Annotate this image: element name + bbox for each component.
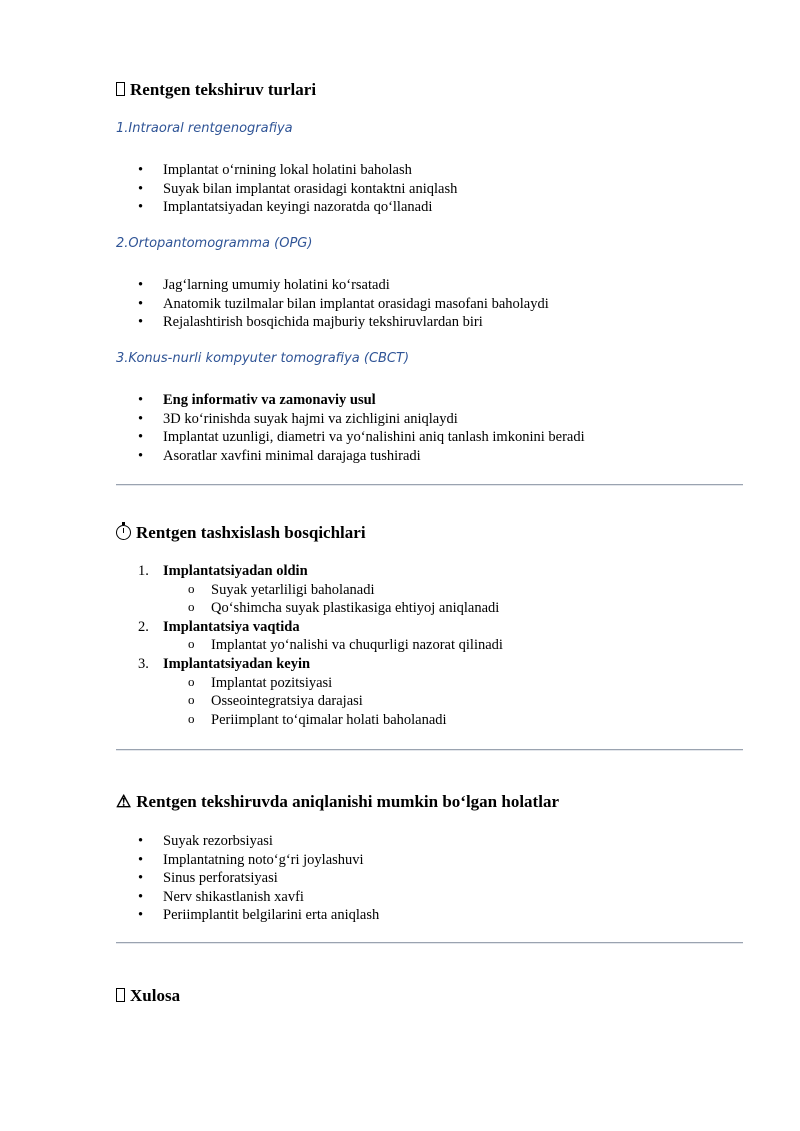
list-item: • Jagʻlarning umumiy holatini koʻrsatadi xyxy=(138,276,549,295)
horizontal-rule xyxy=(116,749,743,751)
horizontal-rule xyxy=(116,484,743,486)
list-item: • Implantatning notoʻgʻri joylashuvi xyxy=(138,851,379,870)
sub-list xyxy=(163,636,503,655)
section-heading-findings: ⚠ Rentgen tekshiruvda aniqlanishi mumkin boʻlgan holatlar xyxy=(116,792,559,811)
missing-glyph-icon xyxy=(116,986,125,1006)
list-item: o Osseointegratsiya darajasi xyxy=(163,692,503,711)
bullet-list-cbct xyxy=(138,391,585,465)
list-item: • Suyak rezorbsiyasi xyxy=(138,832,379,851)
list-item: • Asoratlar xavfini minimal darajaga tushiradi xyxy=(138,447,585,466)
list-item: • Nerv shikastlanish xavfi xyxy=(138,888,379,907)
stages-list xyxy=(138,562,503,729)
bullet-list-intraoral xyxy=(138,161,457,217)
section-heading-stages: Rentgen tashxislash bosqichlari xyxy=(116,523,366,543)
list-item: • Implantat uzunligi, diametri va yoʻnalishini aniq tanlash imkonini beradi xyxy=(138,428,585,447)
list-item: • Suyak bilan implantat orasidagi kontaktni aniqlash xyxy=(138,180,457,199)
list-item: o Implantat pozitsiyasi xyxy=(163,674,503,693)
section-heading-types: Rentgen tekshiruv turlari xyxy=(116,80,316,100)
list-item: 3. Implantatsiyadan keyin o Implantat pozitsiyasi o Osseointegratsiya darajasi o Periimplant toʻqimalar holati baholanadi xyxy=(138,655,503,729)
list-item: • Periimplantit belgilarini erta aniqlash xyxy=(138,906,379,925)
sub-list xyxy=(163,581,503,618)
list-item: o Implantat yoʻnalishi va chuqurligi nazorat qilinadi xyxy=(163,636,503,655)
list-item: • Sinus perforatsiyasi xyxy=(138,869,379,888)
warning-icon: ⚠ xyxy=(116,792,132,811)
bullet-list-findings xyxy=(138,832,379,925)
list-item: • Rejalashtirish bosqichida majburiy tekshiruvlardan biri xyxy=(138,313,549,332)
section-heading-conclusion: Xulosa xyxy=(116,986,180,1006)
list-item: • Eng informativ va zamonaviy usul xyxy=(138,391,585,410)
list-item: • Implantat oʻrnining lokal holatini baholash xyxy=(138,161,457,180)
subheading-intraoral: 1.Intraoral rentgenografiya xyxy=(116,121,293,136)
sub-list xyxy=(163,674,503,730)
list-item: • Implantatsiyadan keyingi nazoratda qoʻllanadi xyxy=(138,198,457,217)
list-item: o Qoʻshimcha suyak plastikasiga ehtiyoj aniqlanadi xyxy=(163,599,503,618)
stopwatch-icon xyxy=(116,523,131,543)
list-item: 1. Implantatsiyadan oldin o Suyak yetarliligi baholanadi o Qoʻshimcha suyak plastikasiga ehtiyoj aniqlanadi xyxy=(138,562,503,618)
subheading-opg: 2.Ortopantomogramma (OPG) xyxy=(116,236,313,251)
list-item: o Periimplant toʻqimalar holati baholanadi xyxy=(163,711,503,730)
list-item: o Suyak yetarliligi baholanadi xyxy=(163,581,503,600)
list-item: 2. Implantatsiya vaqtida o Implantat yoʻnalishi va chuqurligi nazorat qilinadi xyxy=(138,618,503,655)
list-item: • 3D koʻrinishda suyak hajmi va zichligini aniqlaydi xyxy=(138,410,585,429)
bullet-list-opg xyxy=(138,276,549,332)
missing-glyph-icon xyxy=(116,80,125,100)
horizontal-rule xyxy=(116,942,743,944)
subheading-cbct: 3.Konus-nurli kompyuter tomografiya (CBCT) xyxy=(116,351,410,366)
list-item: • Anatomik tuzilmalar bilan implantat orasidagi masofani baholaydi xyxy=(138,295,549,314)
